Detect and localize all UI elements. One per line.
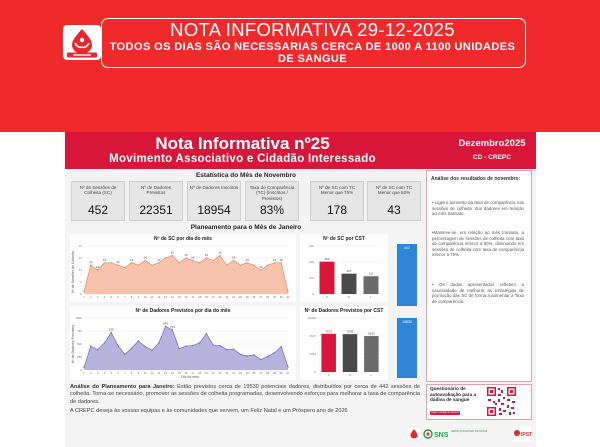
x-tick-label: 5 xyxy=(110,372,112,375)
nota-subtitle: Movimento Associativo e Cidadão Interessado xyxy=(109,153,376,165)
kpi-value: 452 xyxy=(87,203,109,217)
data-label: 14 xyxy=(143,255,147,260)
chart-xlabel: Dia do mês xyxy=(181,375,199,379)
data-point xyxy=(124,354,125,355)
x-tick-label: C xyxy=(325,295,329,299)
x-tick-label: 6 xyxy=(117,372,119,375)
data-point xyxy=(185,257,186,258)
x-tick-label: 31 xyxy=(286,296,290,299)
x-tick-label: L xyxy=(370,373,373,377)
data-label: 15 xyxy=(184,253,188,257)
x-tick-label: 20 xyxy=(211,372,215,375)
data-label: 13 xyxy=(129,257,134,262)
planning-analysis-text: Estão previstos cerca de 19530 potenciais dadores, distribuídos por cerca de 442 sessões de colheita. Torna-se necessário, promover as sessões de colheita programadas, desenvolvendo esforços para melhorar a taxa de comparência de dadores. xyxy=(70,384,421,405)
data-point xyxy=(267,356,268,357)
data-point xyxy=(131,262,132,263)
data-point xyxy=(124,267,125,268)
y-tick-label: 300 xyxy=(308,244,314,248)
x-tick-label: 15 xyxy=(177,296,181,299)
y-tick-label: 100 xyxy=(308,276,314,280)
data-point xyxy=(233,260,234,261)
kpi-label: Nº de SC com TC Menor que 50% xyxy=(375,185,413,196)
data-point xyxy=(219,255,220,256)
data-point xyxy=(192,345,193,346)
x-tick-label: 24 xyxy=(238,296,242,299)
data-point xyxy=(172,329,173,330)
x-tick-label: 4 xyxy=(103,372,106,375)
x-tick-label: 20 xyxy=(211,296,215,299)
kpi-label: Nº de SC com TC Menor que 75% xyxy=(318,185,356,196)
y-tick-label: 3333 xyxy=(309,352,316,356)
planning-analysis-label: Análise do Planeamento para Janeiro: xyxy=(70,384,175,390)
nota-title: Nota Informativa nº25 xyxy=(155,134,330,153)
chart-ylabel: Nº de Sessões de Colheita xyxy=(71,251,75,293)
season-greeting: A CREPC deseja às vossas equipas e às comunidades que servem, um Feliz Natal e um Próspero ano de 2026 xyxy=(70,408,348,415)
y-tick-label: 1000 xyxy=(75,316,82,320)
x-tick-label: 29 xyxy=(272,296,276,299)
total-sc-bar xyxy=(397,244,417,306)
data-label: 15 xyxy=(204,253,209,257)
x-tick-label: 16 xyxy=(184,372,188,375)
x-tick-label: 24 xyxy=(238,372,242,375)
chart-sc-por-cst xyxy=(300,234,388,302)
x-tick-label: 3 xyxy=(96,372,99,375)
chart-title: Nº de Dadores Previstos por dia do mês xyxy=(135,308,231,314)
x-tick-label: 8 xyxy=(130,372,133,375)
data-label: 14 xyxy=(191,255,195,260)
y-tick-label: 750 xyxy=(76,329,82,333)
x-tick-label: 1 xyxy=(83,296,85,299)
side-paragraph: • Os dados apresentados refletem a necessidade de melhorar as estratégias de promoção das SC de forma a aumentar a Taxa de comparência. xyxy=(432,282,524,304)
x-tick-label: 13 xyxy=(164,372,168,375)
data-point xyxy=(287,291,288,292)
x-tick-label: 1 xyxy=(83,372,85,375)
data-label: 7009 xyxy=(346,329,354,334)
data-label: 6653 xyxy=(367,331,375,336)
side-analysis-title: Análise dos resultados de novembro: xyxy=(431,176,521,182)
data-label: 202 xyxy=(324,257,330,262)
kpi-dadores-previstos xyxy=(129,181,183,221)
chart-sc-por-dia xyxy=(70,234,296,302)
kpi-value: 22351 xyxy=(139,203,173,217)
data-label: 770 xyxy=(169,324,175,329)
x-tick-label: 4 xyxy=(103,296,106,299)
y-tick-label: 10 xyxy=(78,268,82,272)
x-tick-label: 11 xyxy=(150,372,154,375)
bar xyxy=(364,336,379,372)
data-point xyxy=(267,265,268,266)
x-tick-label: 19 xyxy=(204,372,208,375)
data-point xyxy=(117,345,118,346)
data-point xyxy=(206,257,207,258)
data-label: 13 xyxy=(279,257,283,262)
data-label: 10 xyxy=(259,265,263,269)
qr-code-icon[interactable] xyxy=(486,386,517,417)
data-point xyxy=(185,345,186,346)
x-tick-label: 9 xyxy=(137,296,140,299)
stats-title: Estatística do Mês de Novembro xyxy=(195,172,297,179)
x-tick-label: 3 xyxy=(96,296,99,299)
data-label: 12 xyxy=(116,260,120,265)
data-label: 16 xyxy=(170,250,175,255)
data-point xyxy=(104,262,105,263)
x-tick-label: 13 xyxy=(164,296,168,299)
data-point xyxy=(165,257,166,258)
data-point xyxy=(253,265,254,266)
kpi-sc-tc-50 xyxy=(367,181,421,221)
x-tick-label: 14 xyxy=(170,372,174,375)
data-point xyxy=(138,340,139,341)
questionnaire-label: Questionário de autoavaliação para a dádiva de sangue xyxy=(430,386,477,403)
bar xyxy=(342,274,357,294)
series-area xyxy=(84,326,288,370)
chart-title: Nº de SC por dia do mês xyxy=(154,236,212,242)
data-point xyxy=(151,350,152,351)
data-label: 14 xyxy=(231,255,236,260)
sns-sub: SERVIÇO NACIONAL DE SAÚDE xyxy=(451,430,488,433)
kpi-value: 43 xyxy=(387,203,401,217)
data-point xyxy=(165,326,166,327)
data-point xyxy=(260,269,261,270)
x-tick-label: 15 xyxy=(177,372,181,375)
planning-title: Planeamento para o Mês de Janeiro xyxy=(190,224,302,231)
y-tick-label: 0 xyxy=(80,368,82,372)
x-tick-label: P xyxy=(347,295,351,299)
data-point xyxy=(172,255,173,256)
nota-org: CD - CREPC xyxy=(473,154,511,161)
y-tick-label: 0 xyxy=(80,292,82,296)
data-point xyxy=(158,262,159,263)
data-label: 13 xyxy=(245,257,249,262)
data-point xyxy=(274,352,275,353)
x-tick-label: 21 xyxy=(218,372,222,375)
data-label: 111 xyxy=(368,271,374,276)
x-tick-label: 28 xyxy=(266,296,270,299)
y-tick-label: 250 xyxy=(76,355,82,359)
kpi-taxa-comparencia xyxy=(245,181,299,221)
chart-dadores-por-cst xyxy=(300,306,388,380)
x-tick-label: L xyxy=(370,295,372,299)
x-tick-label: 30 xyxy=(279,372,283,375)
y-tick-label: 15 xyxy=(78,256,82,260)
kpi-value: 83% xyxy=(259,203,285,217)
x-tick-label: 28 xyxy=(266,372,270,375)
x-tick-label: 7 xyxy=(124,372,126,375)
x-tick-label: 11 xyxy=(150,296,154,299)
data-point xyxy=(151,265,152,266)
kpi-sessoes xyxy=(71,181,125,221)
data-point xyxy=(240,354,241,355)
series-area xyxy=(84,256,288,294)
data-point xyxy=(247,355,248,356)
data-point xyxy=(138,265,139,266)
total-sc-label: 442 xyxy=(404,246,410,250)
x-tick-label: 2 xyxy=(90,372,92,375)
x-tick-label: 10 xyxy=(143,372,147,375)
x-tick-label: 12 xyxy=(157,296,161,299)
sns-label: SNS xyxy=(434,432,449,439)
data-label: 7072 xyxy=(325,329,333,334)
x-tick-label: 12 xyxy=(157,372,161,375)
bar xyxy=(364,276,379,294)
x-tick-label: 27 xyxy=(259,372,263,375)
ipst-label: IPST xyxy=(521,432,533,438)
footer-logos xyxy=(405,422,536,447)
x-tick-label: 22 xyxy=(225,372,229,375)
x-tick-label: P xyxy=(348,373,352,377)
x-tick-label: 5 xyxy=(110,296,112,299)
planning-analysis xyxy=(70,384,420,416)
bar xyxy=(321,334,336,372)
data-label: 12 xyxy=(89,260,93,265)
x-tick-label: 19 xyxy=(204,296,208,299)
bar xyxy=(343,334,358,372)
x-tick-label: 16 xyxy=(184,296,188,299)
data-point xyxy=(83,367,84,368)
x-tick-label: 10 xyxy=(143,296,147,299)
y-tick-label: 6667 xyxy=(309,334,316,338)
data-point xyxy=(104,342,105,343)
x-tick-label: 23 xyxy=(232,296,236,299)
kpi-dadores-inscritos xyxy=(187,181,241,221)
y-tick-label: 200 xyxy=(308,260,314,264)
page-subtitle: TODOS OS DIAS SÃO NECESSARIAS CERCA DE 1000 A 1100 UNIDADES DE SANGUE xyxy=(109,41,516,65)
x-tick-label: 9 xyxy=(137,372,140,375)
bar xyxy=(320,262,335,294)
x-tick-label: 25 xyxy=(245,372,249,375)
y-tick-label: 500 xyxy=(76,342,82,346)
x-tick-label: 6 xyxy=(117,296,119,299)
data-point xyxy=(253,354,254,355)
x-tick-label: 31 xyxy=(286,372,290,375)
data-point xyxy=(247,262,248,263)
data-point xyxy=(131,347,132,348)
data-label: 16 xyxy=(218,250,222,255)
data-point xyxy=(179,348,180,349)
data-point xyxy=(281,262,282,263)
x-tick-label: 21 xyxy=(218,296,222,299)
data-label: 13 xyxy=(157,257,161,262)
data-point xyxy=(287,366,288,367)
x-tick-label: C xyxy=(327,373,330,377)
data-point xyxy=(260,359,261,360)
kpi-label: Nº de Dadores Previstos xyxy=(140,185,172,196)
data-point xyxy=(158,342,159,343)
data-point xyxy=(206,333,207,334)
x-tick-label: 2 xyxy=(90,296,92,299)
data-label: 127 xyxy=(346,269,352,274)
data-label: 13 xyxy=(102,257,107,262)
side-paragraph: •Manteve-se, em relação ao mês transato, a percentagem de sessões de colheita com taxa de comparência inferior a 50%, diminuindo em sessões de colheita com taxa de comparência inferior a 75% xyxy=(432,230,524,258)
data-point xyxy=(233,349,234,350)
data-point xyxy=(90,345,91,346)
x-tick-label: 18 xyxy=(198,296,202,299)
questionnaire-link[interactable]: Ligar o código de acesso xyxy=(431,411,459,414)
x-tick-label: 30 xyxy=(279,296,283,299)
nota-month: Dezembro2025 xyxy=(458,138,526,149)
data-point xyxy=(90,265,91,266)
x-tick-label: 25 xyxy=(245,296,249,299)
data-point xyxy=(274,262,275,263)
x-tick-label: 29 xyxy=(272,372,276,375)
ipst-logo-icon xyxy=(513,426,532,442)
data-point xyxy=(97,349,98,350)
data-point xyxy=(199,262,200,263)
kpi-label: Nº de Sessões de Colheita (SC) xyxy=(79,185,117,196)
y-tick-label: 5 xyxy=(80,280,82,284)
data-point xyxy=(179,262,180,263)
total-dadores-bar xyxy=(397,318,417,378)
x-tick-label: 26 xyxy=(252,372,256,375)
page-title: NOTA INFORMATIVA 29-12-2025 xyxy=(170,19,455,40)
data-label: 13 xyxy=(272,257,277,262)
x-tick-label: 17 xyxy=(191,296,195,299)
side-paragraph: • Ligeiro aumento da taxa de comparência nas sessões de colheita, dos dadores em relação ao mês transato. xyxy=(432,200,524,217)
chart-title: Nº de SC por CST xyxy=(323,236,365,242)
data-point xyxy=(83,291,84,292)
kpi-label: Nº de Dadores Inscritos xyxy=(189,185,239,190)
total-dadores-label: 19530 xyxy=(402,320,412,324)
x-tick-label: 26 xyxy=(252,296,256,299)
y-tick-label: 20 xyxy=(78,244,82,248)
sns-logo-icon xyxy=(424,430,488,439)
data-label: 843 xyxy=(163,321,169,326)
chart-dadores-por-dia xyxy=(70,306,296,380)
x-tick-label: 14 xyxy=(170,296,174,299)
chart-totals xyxy=(394,240,422,380)
x-tick-label: 22 xyxy=(225,296,229,299)
y-tick-label: 0 xyxy=(314,370,316,374)
x-tick-label: 23 xyxy=(232,372,236,375)
kpi-sc-tc-75 xyxy=(310,181,364,221)
data-point xyxy=(111,262,112,263)
data-point xyxy=(240,265,241,266)
data-point xyxy=(213,260,214,261)
kpi-value: 178 xyxy=(326,203,348,217)
x-tick-label: 7 xyxy=(124,296,126,299)
x-tick-label: 18 xyxy=(198,372,202,375)
x-tick-label: 27 xyxy=(259,296,263,299)
data-point xyxy=(145,260,146,261)
chart-ylabel: Nº de Dadores Previstos xyxy=(71,324,75,364)
y-tick-label: 0 xyxy=(312,292,314,296)
data-point xyxy=(111,332,112,333)
data-label: 720 xyxy=(108,327,114,332)
x-tick-label: 17 xyxy=(191,372,195,375)
data-point xyxy=(226,265,227,266)
data-point xyxy=(192,260,193,261)
data-label: 10 xyxy=(95,265,100,269)
data-point xyxy=(281,346,282,347)
data-point xyxy=(145,346,146,347)
x-tick-label: 8 xyxy=(130,296,133,299)
data-point xyxy=(199,342,200,343)
blood-donation-small-icon xyxy=(407,427,421,440)
data-point xyxy=(219,345,220,346)
blood-donation-logo-icon xyxy=(63,25,101,60)
data-point xyxy=(97,269,98,270)
chart-title: Nº de Dadores Previstos por CST xyxy=(304,308,384,314)
data-point xyxy=(213,344,214,345)
y-tick-label: 10000 xyxy=(307,316,316,320)
data-point xyxy=(117,265,118,266)
kpi-label: Taxa de Comparência (TC) (Inscritos / Previstos) xyxy=(249,185,295,201)
data-point xyxy=(226,349,227,350)
kpi-value: 18954 xyxy=(197,203,231,217)
